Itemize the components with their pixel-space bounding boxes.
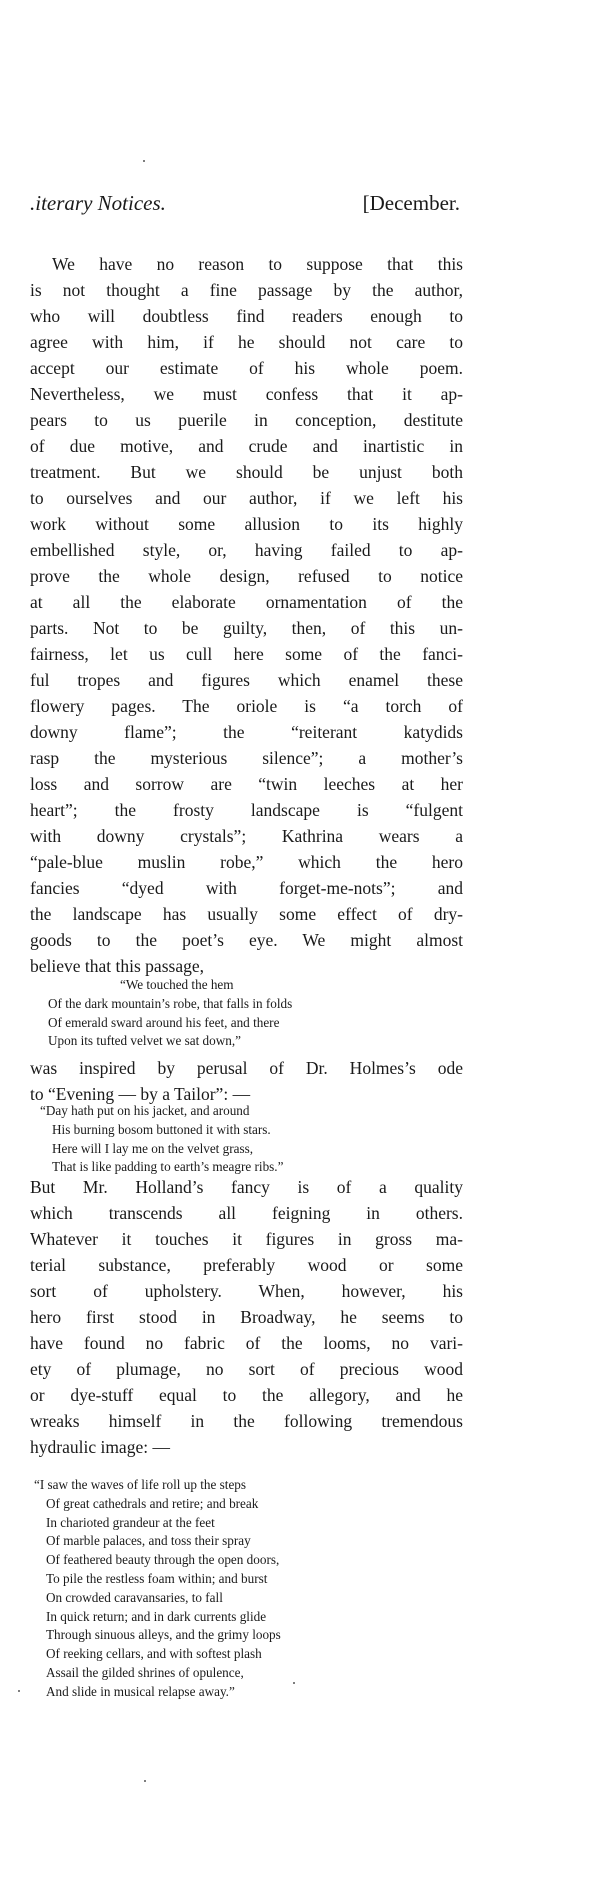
paragraph1-line: rasp the mysterious silence”; a mother’s xyxy=(30,748,463,768)
paragraph1-line: downy flame”; the “reiterant katydids xyxy=(30,722,463,742)
quote2-line: That is like padding to earth’s meagre ribs.” xyxy=(52,1159,284,1175)
quote2-line: Here will I lay me on the velvet grass, xyxy=(52,1140,254,1156)
paragraph3-line: terial substance, preferably wood or some xyxy=(30,1255,463,1275)
paragraph1-line: the landscape has usually some effect of dry- xyxy=(30,904,463,924)
quote3-line: Through sinuous alleys, and the grimy loops xyxy=(46,1627,281,1643)
paragraph1-line: Nevertheless, we must confess that it ap- xyxy=(30,384,463,404)
paragraph1-line: with downy crystals”; Kathrina wears a xyxy=(30,826,463,846)
quote-1 xyxy=(48,976,292,1051)
quote3-line: And slide in musical relapse away.” xyxy=(46,1683,235,1699)
quote1-line: Upon its tufted velvet we sat down,” xyxy=(48,1033,242,1049)
paragraph3-line: have found no fabric of the looms, no vari- xyxy=(30,1333,463,1353)
page-speck xyxy=(18,1690,20,1692)
paragraph2-line: to “Evening — by a Tailor”: — xyxy=(30,1084,251,1104)
quote3-line: Assail the gilded shrines of opulence, xyxy=(46,1664,244,1680)
paragraph3-line: wreaks himself in the following tremendous xyxy=(30,1411,463,1431)
quote3-line: Of reeking cellars, and with softest plash xyxy=(46,1646,262,1662)
paragraph1-line: fairness, let us cull here some of the fanci- xyxy=(30,644,463,664)
paragraph1-line: believe that this passage, xyxy=(30,956,204,976)
quote-2 xyxy=(40,1102,283,1177)
quote2-line: His burning bosom buttoned it with stars. xyxy=(52,1121,271,1137)
quote1-line: “We touched the hem xyxy=(120,977,234,992)
paragraph1-line: who will doubtless find readers enough to xyxy=(30,306,463,326)
running-title: .iterary Notices. xyxy=(30,191,166,215)
quote3-line: Of feathered beauty through the open doors, xyxy=(46,1552,280,1568)
paragraph1-line: agree with him, if he should not care to xyxy=(30,332,463,352)
page-speck xyxy=(143,160,145,162)
quote3-line: Of marble palaces, and toss their spray xyxy=(46,1533,251,1549)
paragraph1-line: “pale-blue muslin robe,” which the hero xyxy=(30,852,463,872)
quote-3 xyxy=(34,1476,281,1702)
quote3-line: On crowded caravansaries, to fall xyxy=(46,1589,223,1605)
paragraph-1 xyxy=(30,251,463,979)
paragraph-3 xyxy=(30,1174,463,1460)
paragraph1-line: flowery pages. The oriole is “a torch of xyxy=(30,696,463,716)
paragraph1-line: parts. Not to be guilty, then, of this un- xyxy=(30,618,463,638)
quote3-line: “I saw the waves of life roll up the steps xyxy=(34,1477,247,1492)
paragraph1-line: pears to us puerile in conception, destitute xyxy=(30,410,463,430)
paragraph3-line: ety of plumage, no sort of precious wood xyxy=(30,1359,463,1379)
paragraph1-line: treatment. But we should be unjust both xyxy=(30,462,463,482)
paragraph1-line: of due motive, and crude and inartistic in xyxy=(30,436,463,456)
paragraph-2 xyxy=(30,1055,463,1107)
paragraph1-line: goods to the poet’s eye. We might almost xyxy=(30,930,463,950)
paragraph1-line: is not thought a fine passage by the author, xyxy=(30,280,463,300)
paragraph1-line: embellished style, or, having failed to ap- xyxy=(30,540,463,560)
quote1-line: Of emerald sward around his feet, and there xyxy=(48,1014,280,1030)
quote3-line: In quick return; and in dark currents glide xyxy=(46,1608,267,1624)
paragraph1-line: ful tropes and figures which enamel these xyxy=(30,670,463,690)
paragraph3-line: or dye-stuff equal to the allegory, and he xyxy=(30,1385,463,1405)
quote3-line: In charioted grandeur at the feet xyxy=(46,1514,215,1530)
page-month: [December. xyxy=(362,191,460,215)
quote3-line: To pile the restless foam within; and burst xyxy=(46,1570,268,1586)
paragraph3-line: But Mr. Holland’s fancy is of a quality xyxy=(30,1177,463,1197)
paragraph1-line: fancies “dyed with forget-me-nots”; and xyxy=(30,878,463,898)
paragraph1-line: to ourselves and our author, if we left his xyxy=(30,488,463,508)
paragraph1-line: accept our estimate of his whole poem. xyxy=(30,358,463,378)
paragraph3-line: hero first stood in Broadway, he seems to xyxy=(30,1307,463,1327)
paragraph1-line: work without some allusion to its highly xyxy=(30,514,463,534)
quote3-line: Of great cathedrals and retire; and break xyxy=(46,1495,259,1511)
paragraph1-line: prove the whole design, refused to notice xyxy=(30,566,463,586)
paragraph1-line: loss and sorrow are “twin leeches at her xyxy=(30,774,463,794)
page-speck xyxy=(293,1682,295,1684)
paragraph2-line: was inspired by perusal of Dr. Holmes’s ode xyxy=(30,1058,463,1078)
paragraph3-line: which transcends all feigning in others. xyxy=(30,1203,463,1223)
paragraph3-line: sort of upholstery. When, however, his xyxy=(30,1281,463,1301)
page-speck xyxy=(144,1780,146,1782)
paragraph1-line: We have no reason to suppose that this xyxy=(52,254,463,274)
paragraph3-line: Whatever it touches it figures in gross ma- xyxy=(30,1229,463,1249)
paragraph3-line: hydraulic image: — xyxy=(30,1437,170,1457)
quote1-line: Of the dark mountain’s robe, that falls in folds xyxy=(48,995,293,1011)
running-header xyxy=(30,188,460,218)
paragraph1-line: heart”; the frosty landscape is “fulgent xyxy=(30,800,463,820)
quote2-line: “Day hath put on his jacket, and around xyxy=(40,1103,250,1118)
paragraph1-line: at all the elaborate ornamentation of the xyxy=(30,592,463,612)
